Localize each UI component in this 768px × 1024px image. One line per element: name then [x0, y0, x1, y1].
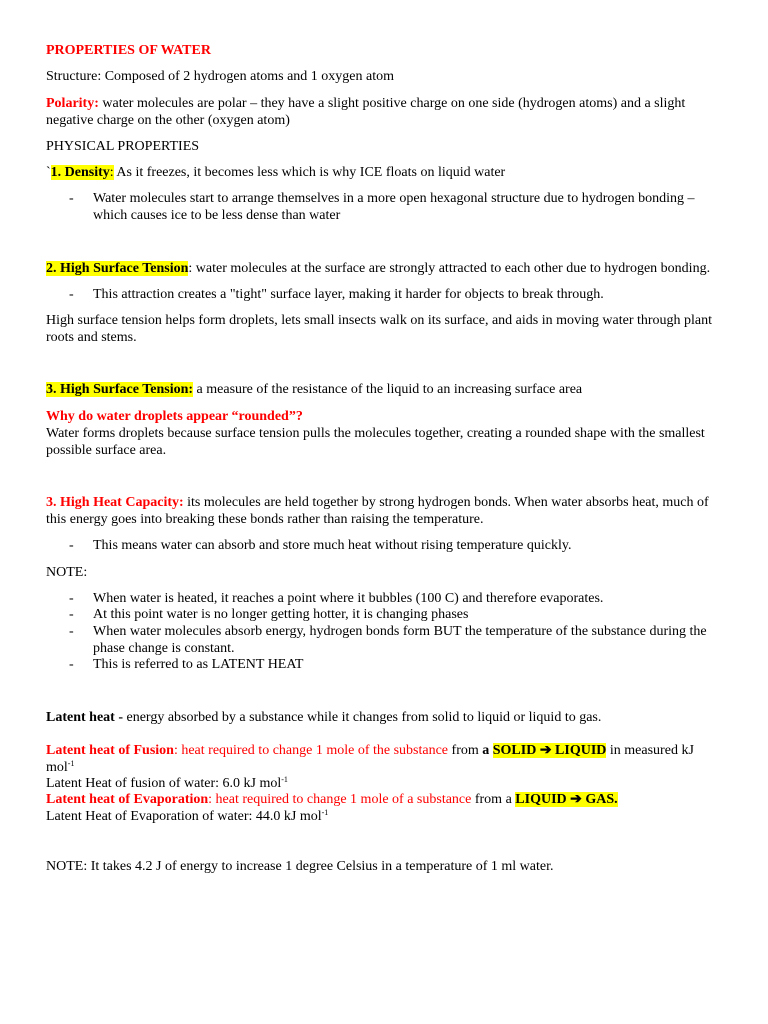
heat-capacity-bullet: This means water can absorb and store much heat without rising temperature quickly. [93, 538, 572, 553]
note-bullet: When water is heated, it reaches a point where it bubbles (100 C) and therefore evaporates. [93, 591, 604, 606]
bullet-dash: - [69, 624, 74, 639]
physical-properties-heading: PHYSICAL PROPERTIES [46, 139, 200, 154]
density-bullet: Water molecules start to arrange themselves in a more open hexagonal structure due to hydrogen bonding – which causes ice to be less dense than water [93, 191, 695, 223]
surface-tension-bullet: This attraction creates a "tight" surface layer, making it harder for objects to break through. [93, 287, 604, 302]
density-paragraph [46, 165, 726, 182]
note-bullet: At this point water is no longer getting hotter, it is changing phases [93, 607, 469, 622]
fusion-definition [46, 743, 718, 776]
bullet-dash: - [69, 538, 74, 553]
surface-tension-label: 2. High Surface Tension [46, 261, 189, 276]
fusion-phase-change: SOLID ➔ LIQUID [492, 743, 607, 758]
polarity-label: Polarity: [46, 96, 99, 111]
latent-heat-label: Latent heat - [46, 710, 123, 725]
note-label: NOTE: [46, 565, 88, 580]
fusion-unit-exponent: -1 [67, 758, 75, 768]
fusion-from: from [448, 743, 483, 758]
fusion-water-text: Latent Heat of fusion of water: 6.0 kJ mol [46, 776, 282, 791]
fusion-a: a [482, 743, 493, 758]
fusion-water-value [46, 776, 726, 793]
density-text: As it freezes, it becomes less which is why ICE floats on liquid water [113, 165, 506, 180]
density-colon: : [109, 165, 114, 180]
surface-tension-2-text: a measure of the resistance of the liquid to an increasing surface area [193, 382, 583, 397]
evaporation-water-exponent: -1 [321, 808, 329, 817]
evaporation-phase-change: LIQUID ➔ GAS. [515, 792, 618, 807]
fusion-label: Latent heat of Fusion [46, 743, 174, 758]
droplets-answer: Water forms droplets because surface tension pulls the molecules together, creating a rounded shape with the smallest possible surface area. [46, 426, 705, 458]
droplets-question: Why do water droplets appear “rounded”? [46, 409, 303, 424]
fusion-water-exponent: -1 [281, 775, 288, 784]
evaporation-water-text: Latent Heat of Evaporation of water: 44.0 kJ mol [46, 809, 322, 824]
surface-tension-paragraph [46, 261, 736, 278]
bullet-dash: - [69, 607, 74, 622]
latent-heat-text: energy absorbed by a substance while it changes from solid to liquid or liquid to gas. [123, 710, 602, 725]
heat-capacity-label: 3. High Heat Capacity: [46, 495, 184, 510]
evaporation-label: Latent heat of Evaporation [46, 792, 209, 807]
note-bullet: When water molecules absorb energy, hydrogen bonds form BUT the temperature of the substance during the phase change is constant. [93, 624, 707, 656]
bullet-dash: - [69, 287, 74, 302]
latent-heat-definition [46, 710, 726, 727]
bullet-dash: - [69, 191, 74, 206]
structure-line: Structure: Composed of 2 hydrogen atoms and 1 oxygen atom [46, 69, 394, 84]
evaporation-from: from a [471, 792, 516, 807]
heat-capacity-text: its molecules are held together by strong hydrogen bonds. When water absorbs heat, much of this energy goes into breaking these bonds rather than raising the temperature. [46, 495, 709, 527]
bullet-dash: - [69, 657, 74, 672]
polarity-text: water molecules are polar – they have a slight positive charge on one side (hydrogen atoms) and a slight negative charge on the other (oxygen atom) [46, 96, 686, 128]
density-label: 1. Density [50, 165, 110, 180]
surface-tension-text: : water molecules at the surface are strongly attracted to each other due to hydrogen bonding. [188, 261, 711, 276]
note-bullet: This is referred to as LATENT HEAT [93, 657, 304, 672]
density-prefix: ` [46, 165, 51, 180]
heat-capacity-paragraph [46, 495, 726, 528]
evaporation-water-value [46, 809, 726, 826]
surface-tension-2-paragraph [46, 382, 726, 399]
evaporation-red-text: : heat required to change 1 mole of a substance [208, 792, 472, 807]
surface-tension-para: High surface tension helps form droplets, lets small insects walk on its surface, and aids in moving water through plant roots and stems. [46, 313, 713, 345]
evaporation-definition [46, 792, 726, 809]
surface-tension-2-label: 3. High Surface Tension: [46, 382, 194, 397]
final-note: NOTE: It takes 4.2 J of energy to increase 1 degree Celsius in a temperature of 1 ml water. [46, 859, 554, 874]
fusion-red-text: : heat required to change 1 mole of the substance [173, 743, 449, 758]
page-title: PROPERTIES OF WATER [46, 43, 211, 58]
polarity-paragraph [46, 96, 726, 129]
fusion-measured: in measured kJ mol [46, 743, 694, 775]
bullet-dash: - [69, 591, 74, 606]
